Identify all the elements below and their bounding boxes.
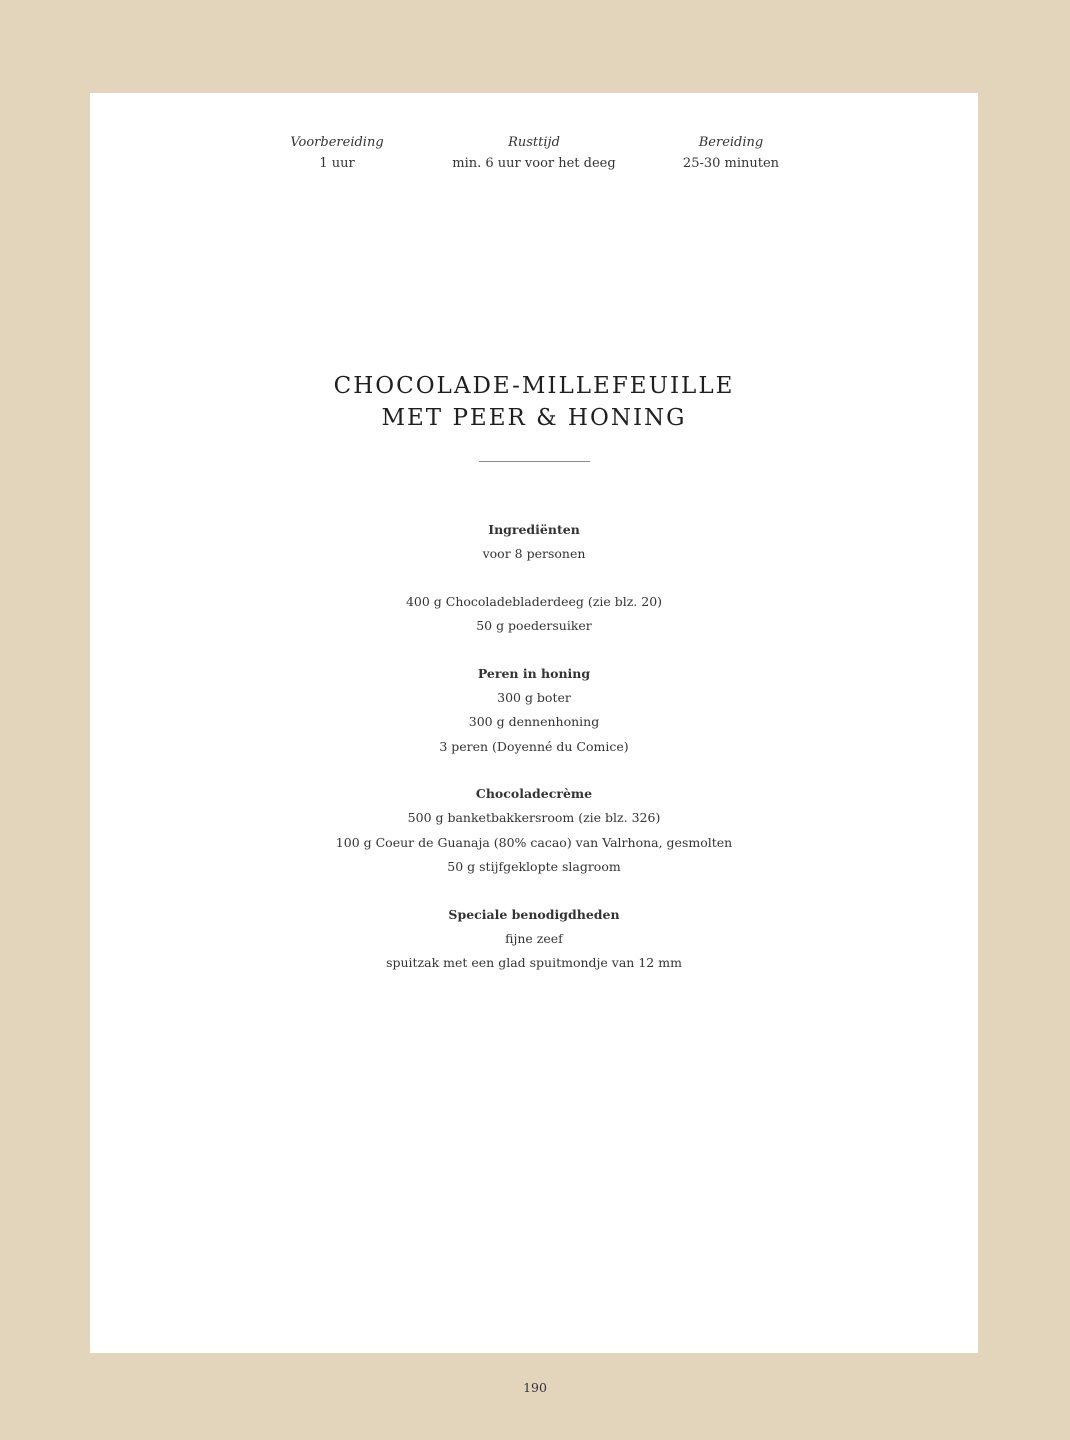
ingredient-item: 50 g poedersuiker — [476, 618, 592, 633]
recipe-title-line-2: MET PEER & HONING — [381, 405, 687, 431]
equipment-item: fijne zeef — [505, 930, 563, 946]
title-divider — [479, 461, 590, 462]
ingredient-item: 500 g banketbakkersroom (zie blz. 326) — [407, 810, 661, 825]
ingredient-item: 300 g dennenhoning — [468, 714, 600, 729]
ingredient-item: 3 peren (Doyenné du Comice) — [439, 738, 629, 754]
ingredients-heading: Ingrediënten — [488, 522, 580, 537]
recipe-page — [90, 93, 978, 1353]
subsection-heading-creme: Chocoladecrème — [475, 786, 593, 801]
recipe-title — [90, 370, 978, 434]
ingredient-item: 400 g Chocoladebladerdeeg (zie blz. 20) — [405, 593, 663, 609]
recipe-meta-row — [90, 133, 978, 183]
meta-cooking — [611, 133, 851, 175]
meta-preparation-label: Voorbereiding — [290, 135, 384, 150]
ingredient-item: 50 g stijfgeklopte slagroom — [447, 859, 621, 874]
equipment-item: spuitzak met een glad spuitmondje van 12 mm — [386, 955, 682, 970]
ingredients-section — [90, 518, 978, 976]
meta-cooking-value: 25-30 minuten — [682, 156, 780, 171]
page-number: 190 — [523, 1380, 547, 1395]
subsection-heading-peren: Peren in honing — [477, 665, 591, 681]
ingredients-servings: voor 8 personen — [482, 546, 586, 561]
ingredient-item: 300 g boter — [497, 689, 571, 705]
meta-cooking-label: Bereiding — [698, 135, 764, 150]
ingredient-item: 100 g Coeur de Guanaja (80% cacao) van Valrhona, gesmolten — [335, 834, 733, 850]
meta-rest-time-label: Rusttijd — [508, 135, 560, 150]
recipe-title-line-1: CHOCOLADE-MILLEFEUILLE — [333, 373, 735, 399]
subsection-heading-equipment: Speciale benodigdheden — [448, 906, 620, 922]
meta-rest-time-value: min. 6 uur voor het deeg — [452, 156, 616, 171]
meta-preparation-value: 1 uur — [319, 156, 355, 171]
